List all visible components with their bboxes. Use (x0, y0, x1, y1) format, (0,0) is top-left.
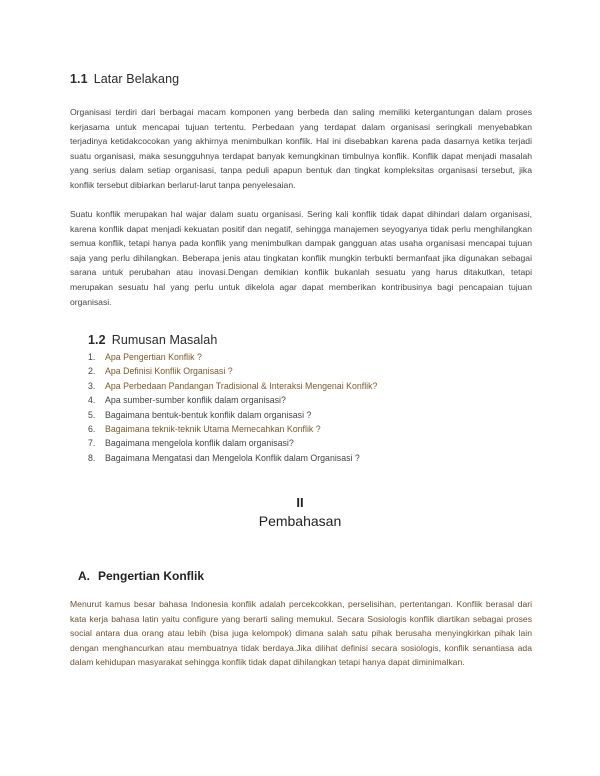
list-item: 1. Apa Pengertian Konflik ? (88, 352, 202, 362)
subsection-title: Pengertian Konflik (98, 569, 205, 583)
list-item: 7. Bagaimana mengelola konflik dalam organisasi? (88, 438, 294, 449)
section-number: 1.1 (70, 72, 88, 86)
list-item: 3. Apa Perbedaan Pandangan Tradisional & Interaksi Mengenai Konflik? (88, 380, 378, 391)
section-number: 1.2 (88, 333, 106, 347)
subsection-heading-pengertian-konflik (78, 569, 204, 583)
question-list (88, 350, 377, 465)
section-heading-rumusan-masalah (88, 333, 217, 347)
paragraph-pengertian-konflik: Menurut kamus besar bahasa Indonesia konflik adalah percekcokkan, perselisihan, pertentangan. Konflik berasal dari kata kerja bahasa latin yaitu configure yang berarti saling memukul. Secara Sosiologis konflik diartikan sebagai proses social antara dua orang atau lebih (bisa juga kelompok) dimana salah satu pihak berusaha menyingkirkan pihak lain dengan menghancurkan atau membuatnya tidak berdaya.Jika dilihat definisi secara sosiologis, konflik senantiasa ada dalam kehidupan masyarakat sehingga konflik tidak dapat dihilangkan tetapi hanya dapat diminimalkan. (70, 599, 532, 668)
chapter-title: Pembahasan (258, 513, 342, 529)
section-title: Rumusan Masalah (111, 333, 218, 347)
list-item: 2. Apa Definisi Konflik Organisasi ? (88, 366, 233, 377)
paragraph-latar-belakang-1: Organisasi terdiri dari berbagai macam komponen yang berbeda dan saling memiliki ketergantungan dalam proses kerjasama untuk mencapai tujuan tertentu. Perbedaan yang terdapat dalam organisasi seringkali menyebabkan terjadinya ketidakcocokan yang akhirnya menimbulkan konflik. Hal ini disebabkan karena pada dasarnya ketika terjadi suatu organisasi, maka sesungguhnya terdapat banyak kemungkinan timbulnya konflik. Konflik dapat menjadi masalah yang serius dalam setiap organisasi, tanpa peduli apapun bentuk dan tingkat kompleksitas organisasi tersebut, jika konflik tersebut dibiarkan berlarut-larut tanpa penyelesaian. (70, 107, 532, 190)
section-heading-latar-belakang (70, 72, 179, 86)
chapter-number: II (296, 495, 304, 510)
list-item: 6. Bagaimana teknik-teknik Utama Memecahkan Konflik ? (88, 424, 321, 435)
paragraph-latar-belakang-2: Suatu konflik merupakan hal wajar dalam suatu organisasi. Sering kali konflik tidak dapat dihindari dalam organisasi, karena konflik dapat menjadi kekuatan positif dan negatif, sehingga manajemen seyogyanya tidak perlu menghilangkan semua konflik, tetapi hanya pada konflik yang menimbulkan dampak gangguan atas usaha organisasi mencapai tujuan saja yang perlu dihilangkan. Beberapa jenis atau tingkatan konflik mungkin terbukti bermanfaat jika digunakan sebagai sarana untuk perubahan atau inovasi.Dengan demikian konflik bukanlah sesuatu yang harus ditakutkan, tetapi merupakan sesuatu hal yang perlu untuk dikelola agar dapat memberikan kontribusinya bagi pencapaian tujuan organisasi. (70, 209, 532, 307)
subsection-letter: A. (78, 569, 90, 583)
list-item: 4. Apa sumber-sumber konflik dalam organisasi? (88, 395, 286, 406)
list-item: 5. Bagaimana bentuk-bentuk konflik dalam organisasi ? (88, 409, 312, 420)
section-title: Latar Belakang (93, 72, 180, 86)
list-item: 8. Bagaimana Mengatasi dan Mengelola Konflik dalam Organisasi ? (88, 452, 360, 463)
